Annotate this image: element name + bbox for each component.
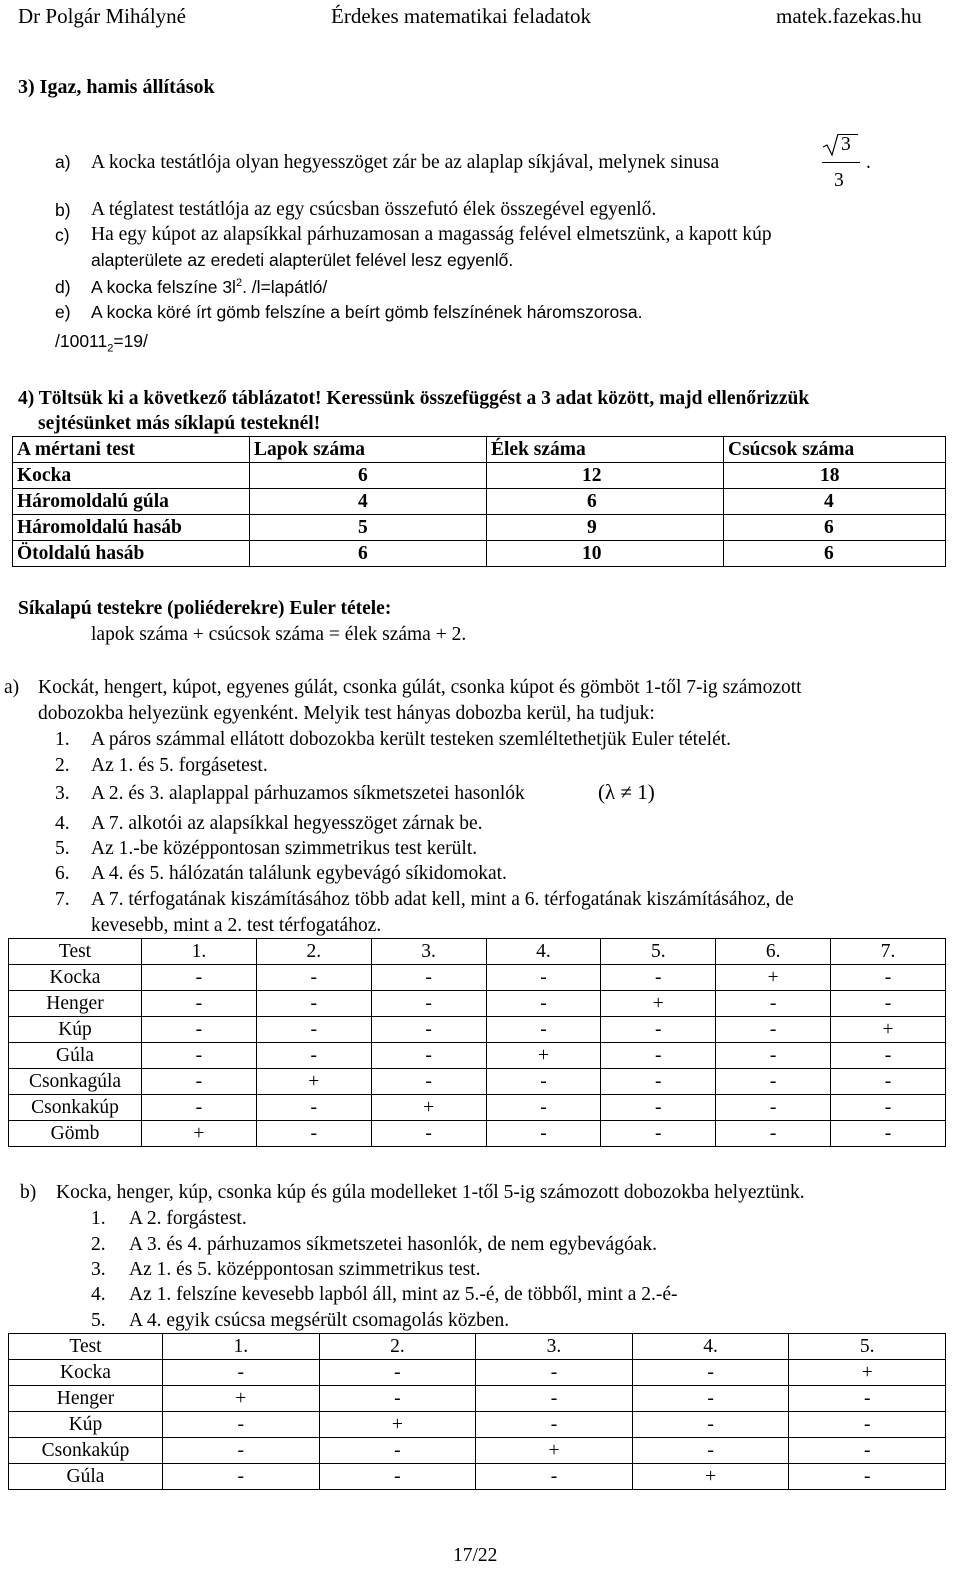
table-cell: - (476, 1464, 633, 1490)
table-cell: - (256, 1095, 371, 1121)
table-cell: - (601, 1017, 716, 1043)
table-header-cell: 3. (371, 939, 486, 965)
table-cell: + (601, 991, 716, 1017)
table-row (9, 1360, 946, 1386)
fraction-numerator: 3 (841, 134, 851, 155)
item-c-line2: alapterülete az eredeti alapterület felével lesz egyenlő. (91, 250, 514, 270)
table-cell: - (632, 1412, 789, 1438)
table-cell: 6 (250, 541, 487, 567)
table-cell: - (601, 1095, 716, 1121)
table-cell: - (716, 1121, 831, 1147)
table-cell: Kúp (9, 1017, 142, 1043)
table-header-cell: Csúcsok száma (724, 437, 946, 463)
table-cell: Csonkakúp (9, 1438, 163, 1464)
task-b-item-num: 4. (91, 1284, 106, 1305)
table-row (9, 1412, 946, 1438)
fraction-denominator: 3 (834, 170, 844, 191)
table-cell: 4 (724, 489, 946, 515)
table-cell: - (831, 1095, 946, 1121)
table-header-cell: Lapok száma (250, 437, 487, 463)
table-cell: - (256, 991, 371, 1017)
table-cell: - (142, 1017, 257, 1043)
task-a-item-num: 1. (55, 729, 70, 750)
table-cell: - (716, 991, 831, 1017)
euler-title: Síkalapú testekre (poliéderekre) Euler tétele: (18, 598, 392, 619)
task-a-table (8, 938, 946, 1147)
table-cell: - (256, 1017, 371, 1043)
table-cell: - (831, 965, 946, 991)
task-b-item-text: A 3. és 4. párhuzamos síkmetszetei hasonlók, de nem egybevágóak. (129, 1234, 657, 1255)
table-cell: 9 (487, 515, 724, 541)
section3-title: 3) Igaz, hamis állítások (18, 76, 215, 98)
table-cell: - (632, 1386, 789, 1412)
task-a-item-text: Az 1. és 5. forgásetest. (91, 755, 268, 776)
table-cell: - (371, 1017, 486, 1043)
table-row (13, 463, 946, 489)
table-cell: + (319, 1412, 476, 1438)
task-b-item-num: 5. (91, 1310, 106, 1331)
task-a-line1: Kockát, hengert, kúpot, egyenes gúlát, csonka gúlát, csonka kúpot és gömböt 1-től 7-ig számozott (38, 677, 802, 698)
table-cell: - (142, 965, 257, 991)
task-a-item-text: A 7. térfogatának kiszámításához több adat kell, mint a 6. térfogatának kiszámításához, de (91, 889, 794, 910)
table-cell: - (789, 1386, 946, 1412)
euler-formula: lapok száma + csúcsok száma = élek száma + 2. (91, 624, 467, 645)
table-cell: + (831, 1017, 946, 1043)
table-cell: Ötoldalú hasáb (13, 541, 250, 567)
table-cell: - (486, 1017, 601, 1043)
table-cell: - (601, 965, 716, 991)
table-header-cell: A mértani test (13, 437, 250, 463)
section3-answer: $/10011_2=19/$ (55, 331, 148, 355)
table-header-cell: Test (9, 939, 142, 965)
table-cell: - (163, 1438, 320, 1464)
section4-title-line2: sejtésünket más síklapú testeknél! (38, 413, 321, 434)
table-cell: - (371, 1043, 486, 1069)
euler-table (12, 436, 946, 567)
table-cell: Csonkagúla (9, 1069, 142, 1095)
table-header-row (13, 437, 946, 463)
table-cell: 6 (724, 515, 946, 541)
table-cell: 10 (487, 541, 724, 567)
table-header-cell: 6. (716, 939, 831, 965)
table-header-cell: 3. (476, 1334, 633, 1360)
table-row (9, 1069, 946, 1095)
table-cell: - (601, 1121, 716, 1147)
table-cell: Háromoldalú hasáb (13, 515, 250, 541)
table-header-cell: 5. (789, 1334, 946, 1360)
table-cell: + (256, 1069, 371, 1095)
table-row (13, 515, 946, 541)
table-header-cell: 1. (142, 939, 257, 965)
table-cell: - (486, 1069, 601, 1095)
table-cell: - (371, 1121, 486, 1147)
task-a-item-text: A páros számmal ellátott dobozokba került testeken szemléltethetjük Euler tételét. (91, 729, 732, 750)
table-row (9, 1017, 946, 1043)
task-a-item-text-cont: kevesebb, mint a 2. test térfogatához. (91, 915, 382, 936)
table-header-row (9, 939, 946, 965)
table-row (9, 1438, 946, 1464)
table-cell: - (601, 1069, 716, 1095)
table-header-cell: Test (9, 1334, 163, 1360)
task-b-item-text: A 2. forgástest. (129, 1208, 247, 1229)
task-b-label: b) (20, 1182, 37, 1203)
table-cell: Gúla (9, 1464, 163, 1490)
table-header-cell: 4. (632, 1334, 789, 1360)
table-cell: - (789, 1438, 946, 1464)
table-cell: - (142, 1095, 257, 1121)
table-cell: Gömb (9, 1121, 142, 1147)
table-cell: - (371, 965, 486, 991)
table-cell: 12 (487, 463, 724, 489)
table-cell: + (163, 1386, 320, 1412)
table-row (13, 541, 946, 567)
task-b-item-num: 1. (91, 1208, 106, 1229)
table-cell: - (319, 1360, 476, 1386)
table-cell: - (632, 1360, 789, 1386)
table-header-row (9, 1334, 946, 1360)
table-cell: - (319, 1438, 476, 1464)
table-cell: - (716, 1017, 831, 1043)
table-row (9, 1095, 946, 1121)
table-row (9, 1386, 946, 1412)
table-header-cell: Élek száma (487, 437, 724, 463)
header-site: matek.fazekas.hu (776, 4, 922, 28)
table-cell: + (789, 1360, 946, 1386)
table-cell: + (371, 1095, 486, 1121)
item-b-text: A téglatest testátlója az egy csúcsban összefutó élek összegével egyenlő. (91, 199, 657, 220)
table-cell: Gúla (9, 1043, 142, 1069)
table-cell: - (831, 991, 946, 1017)
task-a-item-text: A 7. alkotói az alapsíkkal hegyesszöget zárnak be. (91, 813, 483, 834)
table-cell: - (163, 1360, 320, 1386)
task-a-item-num: 5. (55, 838, 70, 859)
table-cell: - (486, 991, 601, 1017)
table-cell: Csonkakúp (9, 1095, 142, 1121)
table-cell: + (632, 1464, 789, 1490)
item-c-label: c) (55, 225, 70, 245)
item-a-label: a) (55, 152, 71, 172)
table-cell: Henger (9, 1386, 163, 1412)
header-author: Dr Polgár Mihályné (18, 4, 186, 28)
table-header-cell: 4. (486, 939, 601, 965)
table-cell: 18 (724, 463, 946, 489)
table-row (9, 965, 946, 991)
task-a-line2: dobozokba helyezünk egyenként. Melyik test hányas dobozba kerül, ha tudjuk: (38, 703, 655, 724)
table-cell: - (142, 1043, 257, 1069)
task-b-item-num: 2. (91, 1234, 106, 1255)
task-a-item-num: 7. (55, 889, 70, 910)
table-cell: - (319, 1386, 476, 1412)
table-cell: - (789, 1464, 946, 1490)
table-row (9, 1464, 946, 1490)
item-b-label: b) (55, 200, 71, 220)
task-b-table (8, 1333, 946, 1490)
table-cell: - (371, 1069, 486, 1095)
task-b-item-text: A 4. egyik csúcsa megsérült csomagolás közben. (129, 1310, 510, 1331)
item-c-line1: Ha egy kúpot az alapsíkkal párhuzamosan a magasság felével elmetszünk, a kapott kúp (91, 224, 772, 245)
table-cell: - (476, 1386, 633, 1412)
item-e-label: e) (55, 302, 71, 322)
table-cell: - (486, 965, 601, 991)
table-cell: - (163, 1464, 320, 1490)
table-cell: 6 (250, 463, 487, 489)
task-a-item-num: 3. (55, 783, 70, 804)
table-cell: - (831, 1121, 946, 1147)
table-row (9, 1121, 946, 1147)
table-cell: 6 (724, 541, 946, 567)
table-cell: - (476, 1412, 633, 1438)
table-cell: - (256, 1121, 371, 1147)
task-b-line1: Kocka, henger, kúp, csonka kúp és gúla modelleket 1-től 5-ig számozott dobozokba helyeztünk. (56, 1182, 805, 1203)
table-cell: - (476, 1360, 633, 1386)
item-d-label: d) (55, 277, 71, 297)
table-cell: - (831, 1043, 946, 1069)
item-d-text: A kocka felszíne $3l^2$. /l=lapátló/ (91, 277, 328, 297)
task-a-item-num: 6. (55, 863, 70, 884)
task-a-item-num: 2. (55, 755, 70, 776)
header-title: Érdekes matematikai feladatok (331, 4, 592, 28)
table-cell: - (486, 1095, 601, 1121)
table-cell: - (601, 1043, 716, 1069)
lambda-condition: (λ ≠ 1) (598, 780, 655, 804)
table-cell: - (789, 1412, 946, 1438)
table-cell: 5 (250, 515, 487, 541)
table-header-cell: 1. (163, 1334, 320, 1360)
table-row (13, 489, 946, 515)
table-cell: + (142, 1121, 257, 1147)
section4-title-line1: 4) Töltsük ki a következő táblázatot! Keressünk összefüggést a 3 adat között, majd ellenőrizzük (18, 388, 810, 409)
table-row (9, 991, 946, 1017)
table-header-cell: 2. (319, 1334, 476, 1360)
task-a-item-text: Az 1.-be középpontosan szimmetrikus test került. (91, 838, 478, 859)
table-cell: - (142, 1069, 257, 1095)
table-cell: - (716, 1095, 831, 1121)
table-cell: Kocka (13, 463, 250, 489)
table-cell: - (256, 1043, 371, 1069)
table-cell: - (716, 1043, 831, 1069)
table-cell: - (486, 1121, 601, 1147)
table-cell: 6 (487, 489, 724, 515)
task-b-item-text: Az 1. és 5. középpontosan szimmetrikus test. (129, 1259, 481, 1280)
table-cell: - (371, 991, 486, 1017)
table-cell: - (256, 965, 371, 991)
table-cell: + (486, 1043, 601, 1069)
sqrt-sign-icon (822, 133, 842, 157)
table-header-cell: 2. (256, 939, 371, 965)
task-b-item-num: 3. (91, 1259, 106, 1280)
item-a-text: A kocka testátlója olyan hegyesszöget zár be az alaplap síkjával, melynek sinusa (91, 152, 720, 173)
task-a-item-text: A 2. és 3. alaplappal párhuzamos síkmetszetei hasonlók (91, 783, 525, 804)
table-cell: Háromoldalú gúla (13, 489, 250, 515)
table-cell: - (632, 1438, 789, 1464)
table-header-cell: 5. (601, 939, 716, 965)
fraction-bar (822, 162, 860, 163)
item-e-text: A kocka köré írt gömb felszíne a beírt gömb felszínének háromszorosa. (91, 302, 643, 322)
table-header-cell: 7. (831, 939, 946, 965)
table-cell: - (163, 1412, 320, 1438)
table-row (9, 1043, 946, 1069)
table-cell: + (716, 965, 831, 991)
item-a-period: . (866, 152, 871, 173)
table-cell: Henger (9, 991, 142, 1017)
table-cell: - (142, 991, 257, 1017)
page-number: 17/22 (453, 1545, 498, 1566)
table-cell: Kúp (9, 1412, 163, 1438)
table-cell: 4 (250, 489, 487, 515)
table-cell: Kocka (9, 1360, 163, 1386)
table-cell: + (476, 1438, 633, 1464)
table-cell: - (716, 1069, 831, 1095)
task-a-item-text: A 4. és 5. hálózatán találunk egybevágó síkidomokat. (91, 863, 507, 884)
task-b-item-text: Az 1. felszíne kevesebb lapból áll, mint az 5.-é, de többől, mint a 2.-é- (129, 1284, 678, 1305)
table-cell: - (319, 1464, 476, 1490)
task-a-item-num: 4. (55, 813, 70, 834)
table-cell: - (831, 1069, 946, 1095)
task-a-label: a) (4, 677, 20, 698)
table-cell: Kocka (9, 965, 142, 991)
